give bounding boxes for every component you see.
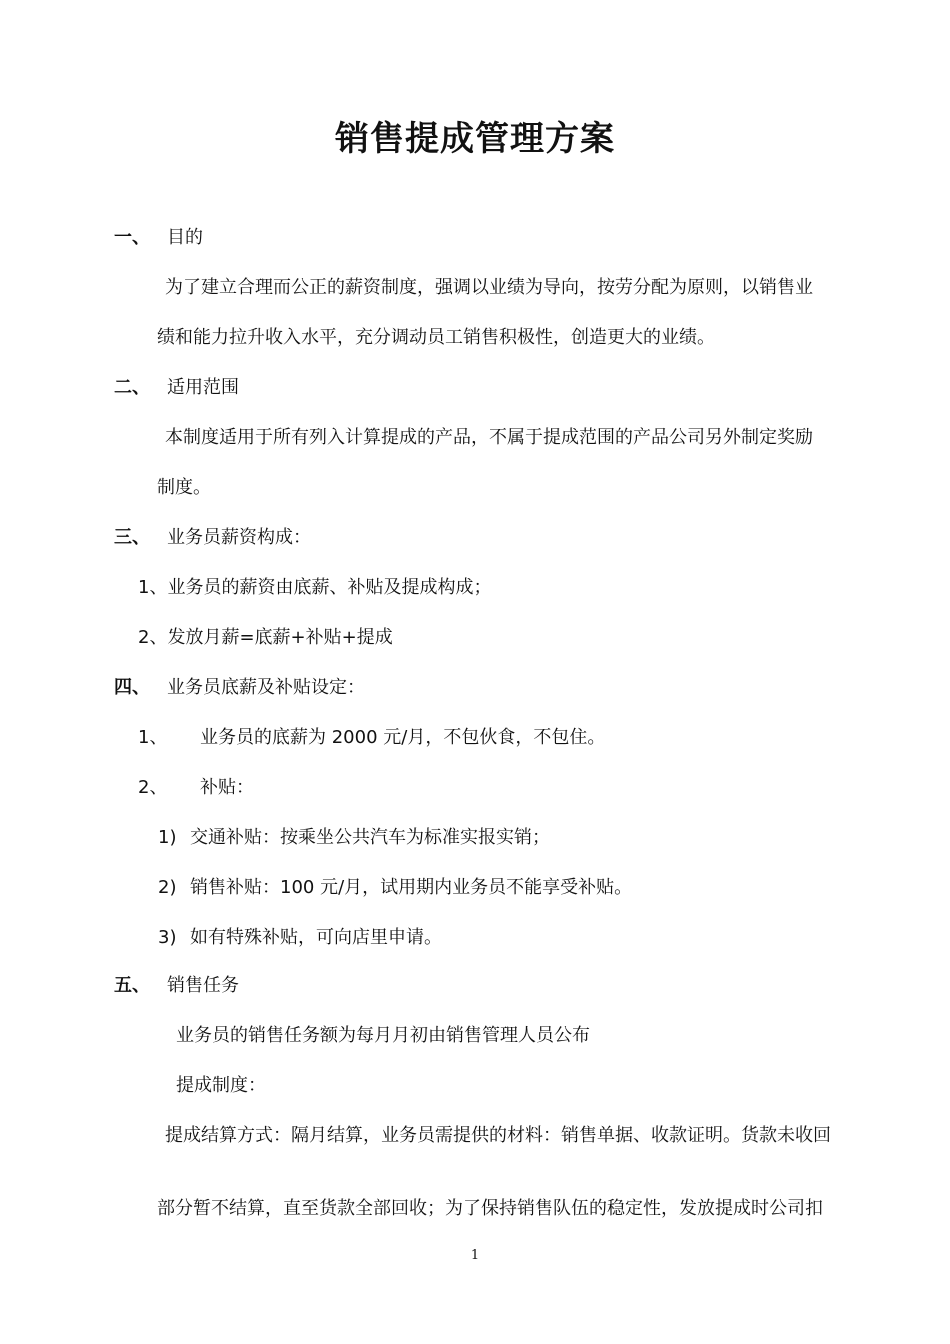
section-1-paragraph-line-2: 绩和能力拉升收入水平，充分调动员工销售积极性，创造更大的业绩。	[157, 327, 715, 348]
section-4-subitem-3-number: 3)	[158, 927, 177, 948]
section-3-item-2: 2、发放月薪=底薪+补贴+提成	[138, 627, 393, 648]
section-2-heading: 适用范围	[167, 377, 239, 398]
section-2-paragraph-line-1: 本制度适用于所有列入计算提成的产品，不属于提成范围的产品公司另外制定奖励	[165, 427, 813, 448]
section-5-paragraph-line-4: 部分暂不结算，直至货款全部回收；为了保持销售队伍的稳定性，发放提成时公司扣	[157, 1198, 823, 1219]
section-4-number: 四、	[114, 677, 150, 698]
section-3-item-1: 1、业务员的薪资由底薪、补贴及提成构成；	[138, 577, 492, 598]
section-4-subitem-1-text: 交通补贴：按乘坐公共汽车为标准实报实销；	[190, 827, 550, 848]
section-5-paragraph-line-2: 提成制度：	[176, 1075, 266, 1096]
section-3-heading: 业务员薪资构成：	[167, 527, 311, 548]
section-5-number: 五、	[114, 975, 150, 996]
section-4-subitem-2-text: 销售补贴：100 元/月，试用期内业务员不能享受补贴。	[190, 877, 633, 898]
section-2-paragraph-line-2: 制度。	[157, 477, 211, 498]
section-5-paragraph-line-3: 提成结算方式：隔月结算，业务员需提供的材料：销售单据、收款证明。货款未收回	[165, 1125, 831, 1146]
section-4-item-1-number: 1、	[138, 727, 168, 748]
document-title: 销售提成管理方案	[335, 119, 615, 159]
section-3-number: 三、	[114, 527, 150, 548]
section-1-paragraph-line-1: 为了建立合理而公正的薪资制度，强调以业绩为导向，按劳分配为原则，以销售业	[165, 277, 813, 298]
page-number: 1	[470, 1248, 480, 1263]
section-5-heading: 销售任务	[167, 975, 239, 996]
section-4-item-2-text: 补贴：	[200, 777, 254, 798]
section-4-item-2-number: 2、	[138, 777, 168, 798]
section-4-heading: 业务员底薪及补贴设定：	[167, 677, 365, 698]
section-1-number: 一、	[114, 227, 150, 248]
section-1-heading: 目的	[167, 227, 203, 248]
section-5-paragraph-line-1: 业务员的销售任务额为每月月初由销售管理人员公布	[176, 1025, 590, 1046]
section-4-subitem-2-number: 2)	[158, 877, 177, 898]
section-4-item-1-text: 业务员的底薪为 2000 元/月，不包伙食，不包住。	[200, 727, 606, 748]
section-4-subitem-3-text: 如有特殊补贴，可向店里申请。	[190, 927, 442, 948]
section-4-subitem-1-number: 1)	[158, 827, 177, 848]
section-2-number: 二、	[114, 377, 150, 398]
